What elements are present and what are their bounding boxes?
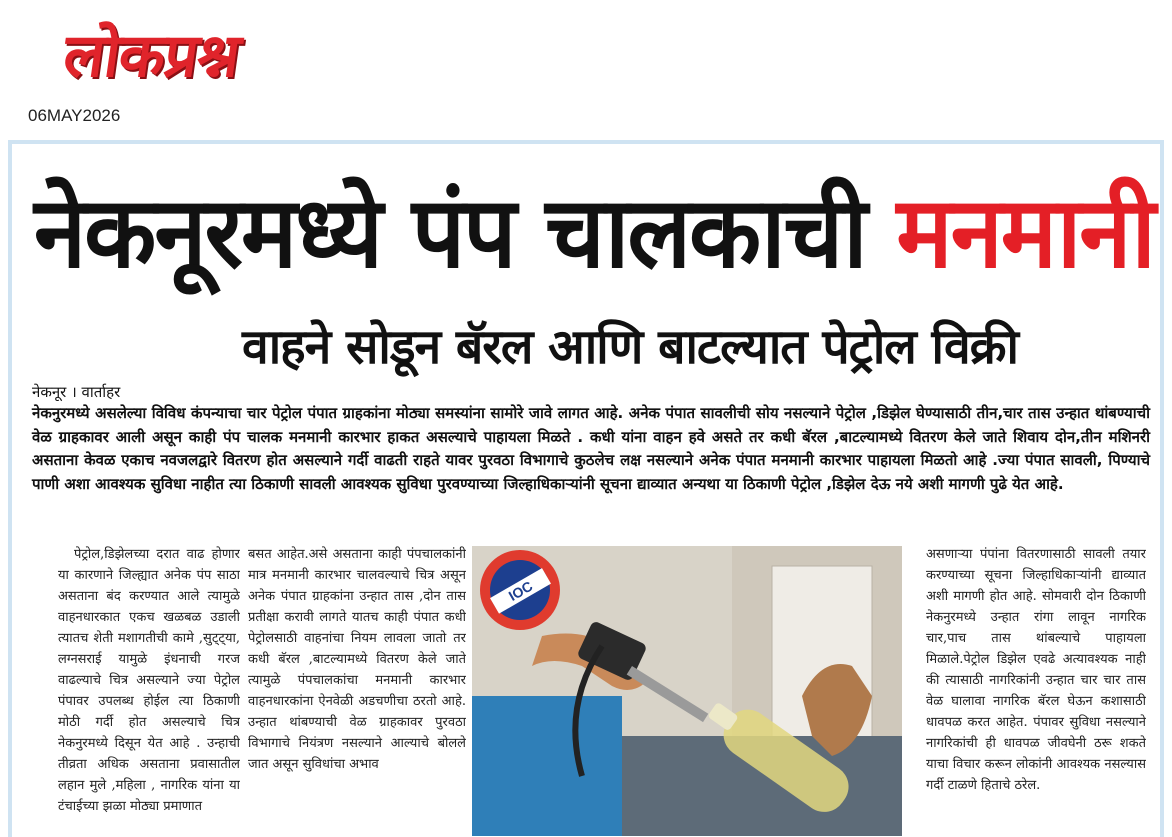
petrol-filling-illustration: [472, 546, 902, 836]
issue-date: 06MAY2026: [28, 106, 121, 125]
article-clipping: [8, 140, 1164, 837]
headline-accent: मनमानी: [896, 176, 1154, 291]
subheadline: वाहने सोडून बॅरल आणि बाटल्यात पेट्रोल विक्री: [242, 319, 1018, 375]
logo-text: लोकप्रश्न: [59, 21, 244, 91]
body-column-1: पेट्रोल,डिझेलच्या दरात वाढ होणार या कारणाने जिल्ह्यात अनेक पंप साठा असताना बंद करण्यात आले त्यामुळे वाहनधारकात एकच खळबळ उडाली त्यातच शेती मशागतीची कामे ,सुट्ट्या, लग्नसराई यामुळे इंधनाची गरज वाढल्याचे चित्र असल्याने ज्या पेट्रोल पंपावर उपलब्ध होईल त्या ठिकाणी मोठी गर्दी होत असल्याचे चित्र नेकनुरमध्ये दिसून येत आहे . उन्हाची तीव्रता अधिक असताना प्रवासातील लहान मुले ,महिला , नागरिक यांना या टंचाईच्या झळा मोठ्या प्रमाणात: [58, 547, 240, 814]
intro-paragraph: नेकनुरमध्ये असलेल्या विविध कंपन्याचा चार पेट्रोल पंपात ग्राहकांना मोठ्या समस्यांना सामोरे जावे लागत आहे. अनेक पंपात सावलीची सोय नसल्याने पेट्रोल ,डिझेल घेण्यासाठी तीन,चार तास उन्हात थांबण्याची वेळ ग्राहकावर आली असून काही पंप चालक मनमानी कारभार हाकत असल्याचे पाहायला मिळते . कधी यांना वाहन हवे असते तर कधी बॅरल ,बाटल्यामध्ये वितरण केले जाते शिवाय दोन,तीन मशिनरी असताना केवळ एकाच नवजलद्वारे वितरण होत असल्याने गर्दी वाढती राहते यावर पुरवठा विभागाचे कुठलेच लक्ष नसल्याने अनेक पंपात मनमानी कारभार पाहायला मिळतो आहे .ज्या पंपात सावली, पिण्याचे पाणी अशा आवश्यक सुविधा नाहीत त्या ठिकाणी सावली आवश्यक सुविधा पुरवण्याच्या जिल्हाधिकाऱ्यांनी सूचना द्याव्यात अन्यथा या ठिकाणी पेट्रोल ,डिझेल देऊ नये अशी मागणी पुढे येत आहे.: [32, 404, 1150, 493]
article-photo: [472, 546, 902, 836]
pump-logo-badge: [480, 550, 560, 630]
pump-logo-text: IOC: [505, 577, 536, 605]
newspaper-logo: [8, 10, 296, 96]
masthead: [8, 4, 298, 125]
byline: नेकनूर । वार्ताहर: [32, 383, 121, 401]
body-column-3: असणाऱ्या पंपांना वितरणासाठी सावली तयार करण्याच्या सूचना जिल्हाधिकाऱ्यांनी द्याव्यात अशी मागणी होत आहे. सोमवारी दोन ठिकाणी नेकनुरमध्ये उन्हात रांगा लावून नागरिक चार,पाच तास थांबल्याचे पाहायला मिळाले.पेट्रोल डिझेल एवढे अत्यावश्यक नाही की त्यासाठी नागरिकांनी उन्हात चार चार तास वेळ घालावा नागरिक बॅरल घेऊन कशासाठी धावपळ करत आहेत. पंपावर सुविधा नसल्याने नागरिकांची ही धावपळ जीवघेनी ठरू शकते याचा विचार करून लोकांनी आवश्यक नसल्यास गर्दी टाळणे हिताचे ठरेल.: [926, 547, 1146, 793]
headline-main: नेकनूरमध्ये पंप चालकाची: [34, 176, 897, 291]
body-column-2: बसत आहेत.असे असताना काही पंपचालकांनी मात्र मनमानी कारभार चालवल्याचे चित्र असून अनेक पंपात ग्राहकांना उन्हात तास ,दोन तास प्रतीक्षा करावी लागते यातच काही पंपात कधी पेट्रोलसाठी वाहनांचा नियम लावला जातो तर कधी बॅरल ,बाटल्यामध्ये वितरण केले जाते त्यामुळे पंपचालकांचा मनमानी कारभार वाहनधारकांना ऐनवेळी अडचणीचा ठरतो आहे. उन्हात थांबण्याची वेळ ग्राहकावर पुरवठा विभागाचे नियंत्रण नसल्याने आल्याचे बोलले जात असून सुविधांचा अभाव: [248, 547, 466, 772]
headline: [34, 171, 1154, 297]
